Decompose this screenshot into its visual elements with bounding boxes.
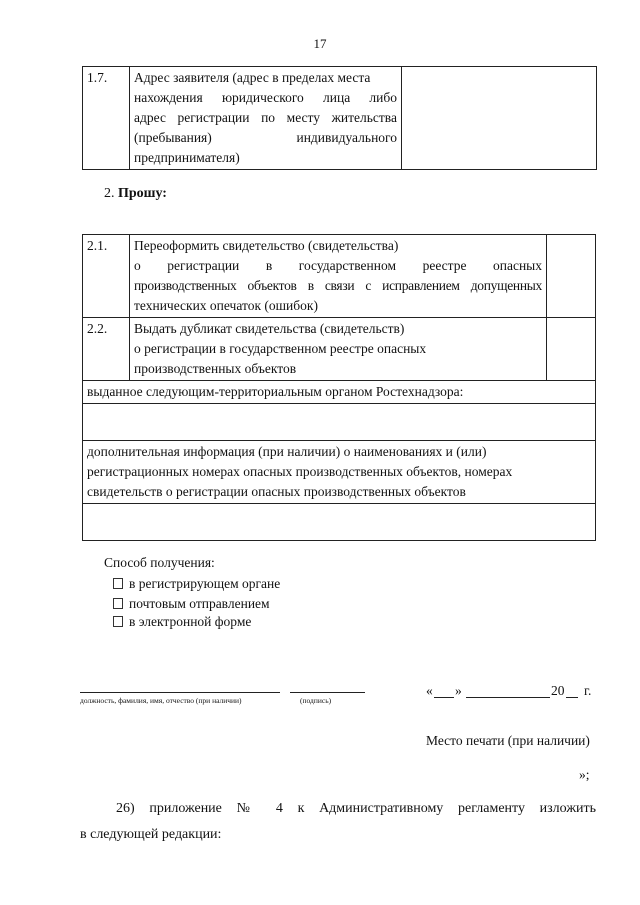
applicant-table (82, 66, 597, 170)
section-heading: Прошу: (118, 186, 167, 201)
request-reissue-checkbox-cell[interactable] (547, 235, 596, 318)
receipt-option-office[interactable] (113, 576, 280, 592)
date-open-quote: « (426, 683, 433, 698)
receipt-option-mail[interactable] (113, 596, 270, 612)
section-title (104, 186, 167, 202)
additional-info-field[interactable] (83, 504, 596, 541)
option-label: в регистрирующем органе (129, 576, 281, 591)
checkbox-icon[interactable] (113, 598, 123, 609)
year-suffix: г. (584, 683, 592, 698)
day-field[interactable] (434, 697, 454, 698)
row-number: 2.1. (83, 235, 130, 318)
closing-quote: »; (579, 767, 590, 782)
requests-table (82, 234, 596, 541)
issued-by-label: выданное следующим-территориальным органом Ростехнадзора: (83, 381, 596, 404)
request-duplicate-text (130, 318, 547, 381)
amendment-paragraph: 26) приложение № 4 к Административному регламенту изложить (116, 801, 596, 816)
applicant-address-label (130, 67, 402, 170)
month-field[interactable] (466, 697, 550, 698)
request-reissue-text (130, 235, 547, 318)
request-duplicate-checkbox-cell[interactable] (547, 318, 596, 381)
row-number: 1.7. (83, 67, 130, 170)
applicant-address-value[interactable] (402, 67, 597, 170)
text-line: производственных объектов (134, 361, 297, 376)
text-line: Выдать дубликат свидетельства (свидетельств) (134, 321, 405, 336)
position-caption: должность, фамилия, имя, отчество (при наличии) (80, 696, 242, 705)
issued-by-field[interactable] (83, 404, 596, 441)
text-line: адрес регистрации по месту жительства (134, 110, 397, 125)
option-label: в электронной форме (129, 614, 252, 629)
text-line: технических опечаток (ошибок) (134, 298, 318, 313)
text-line: нахождения юридического лица либо (134, 90, 397, 105)
position-signature-line[interactable] (80, 692, 280, 693)
text-line: о регистрации в государственном реестре опасных (134, 341, 427, 356)
receipt-method-label: Способ получения: (104, 555, 215, 570)
signature-line[interactable] (290, 692, 365, 693)
date-close-quote: » (455, 683, 462, 698)
text-line: Адрес заявителя (адрес в пределах места (134, 70, 371, 85)
additional-info-label (83, 441, 596, 504)
text-line: свидетельств о регистрации опасных производственных объектов (87, 484, 466, 499)
checkbox-icon[interactable] (113, 616, 123, 627)
checkbox-icon[interactable] (113, 578, 123, 589)
text-line: о регистрации в государственном реестре опасных (134, 258, 542, 273)
amendment-paragraph-continuation: в следующей редакции: (80, 827, 222, 842)
year-prefix: 20 (551, 683, 565, 698)
text-line: дополнительная информация (при наличии) о наименованиях и (или) (87, 444, 487, 459)
stamp-place-label: Место печати (при наличии) (426, 733, 590, 748)
text-line: производственных объектов в связи с исправлением допущенных (134, 278, 542, 293)
year-field[interactable] (566, 697, 578, 698)
text-line: регистрационных номерах опасных производственных объектов, номерах (87, 464, 513, 479)
row-number: 2.2. (83, 318, 130, 381)
option-label: почтовым отправлением (129, 596, 270, 611)
text-line: предпринимателя) (134, 150, 240, 165)
page-number: 17 (313, 36, 327, 51)
signature-caption: (подпись) (300, 696, 332, 705)
section-number: 2. (104, 186, 115, 201)
receipt-option-electronic[interactable] (113, 614, 251, 630)
text-line: (пребывания) индивидуального (134, 130, 397, 145)
text-line: Переоформить свидетельство (свидетельства) (134, 238, 399, 253)
